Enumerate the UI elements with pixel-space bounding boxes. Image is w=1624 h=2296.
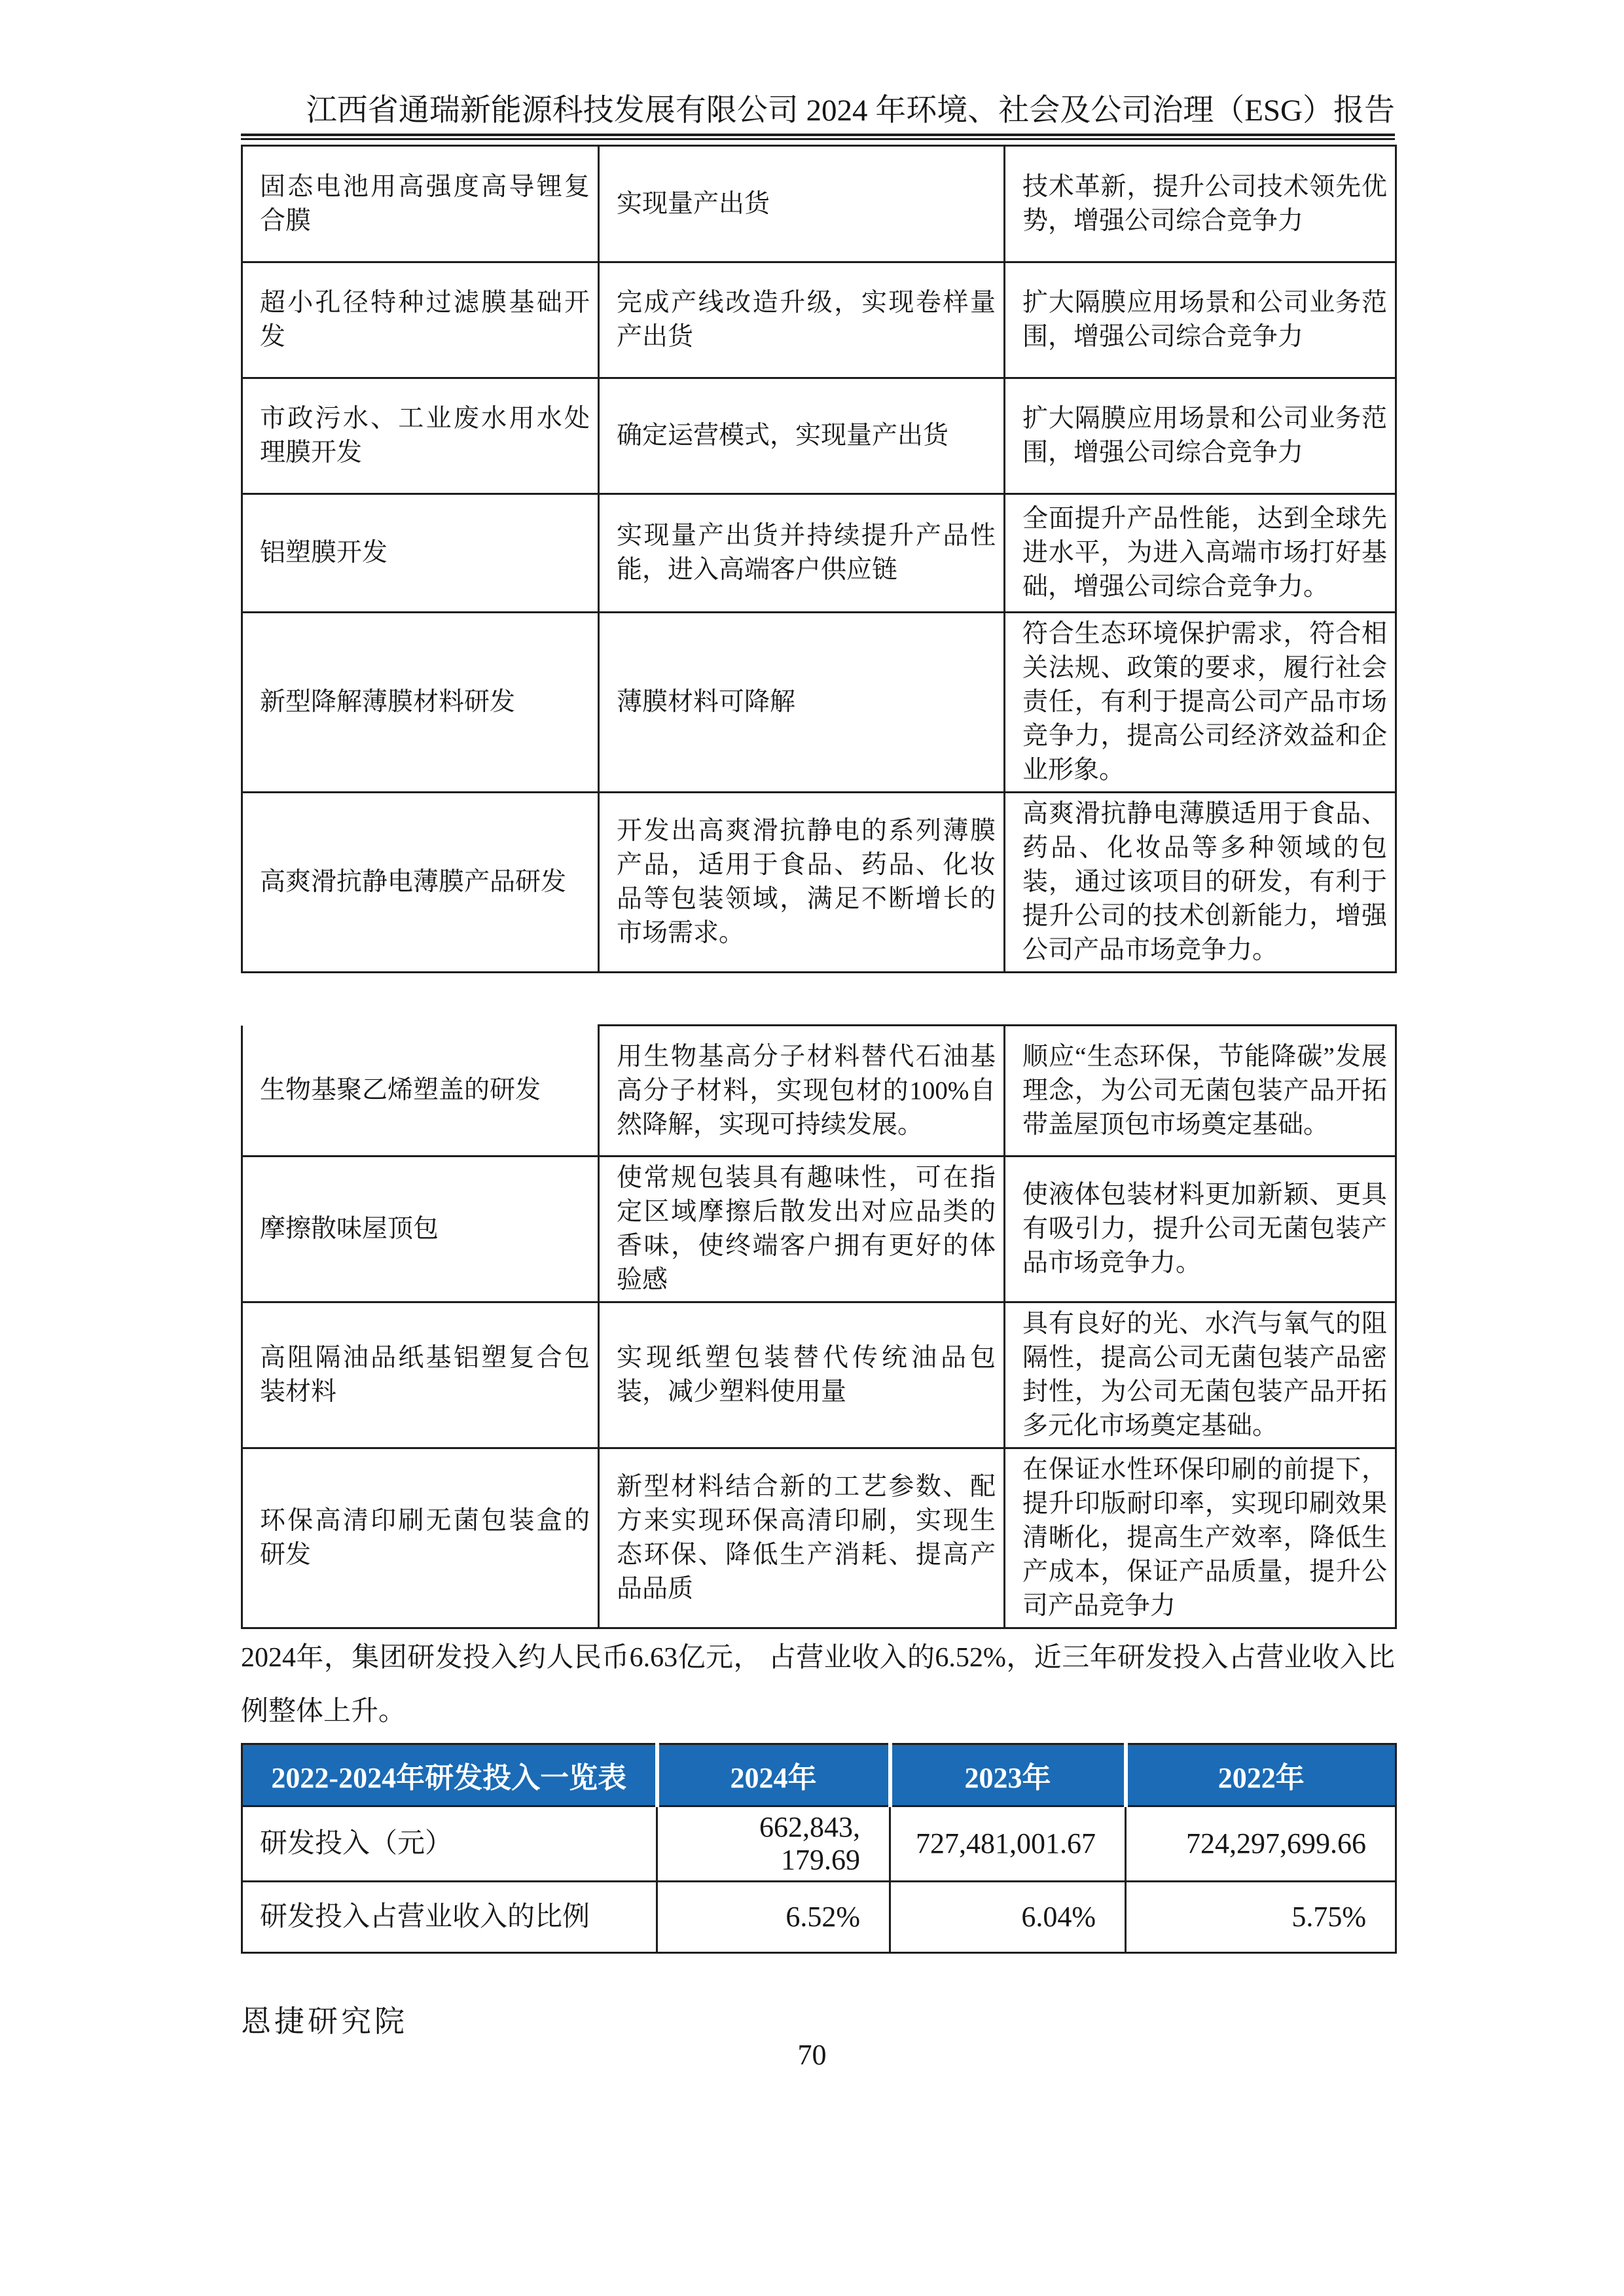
table-row — [242, 1882, 1396, 1953]
value-cell: 724,297,699.66 — [1126, 1806, 1396, 1882]
table-row — [242, 146, 1396, 262]
table-header-row — [242, 1744, 1396, 1806]
significance-cell: 在保证水性环保印刷的前提下，提升印版耐印率，实现印刷效果清晰化，提高生产效率，降低生产成本，保证产品质量，提升公司产品竞争力 — [1005, 1448, 1396, 1628]
milestone-cell: 完成产线改造升级，实现卷样量产出货 — [599, 262, 1005, 378]
project-name-cell: 高阻隔油品纸基铝塑复合包装材料 — [242, 1302, 599, 1448]
milestone-cell: 确定运营模式，实现量产出货 — [599, 378, 1005, 494]
milestone-cell: 使常规包装具有趣味性，可在指定区域摩擦后散发出对应品类的香味，使终端客户拥有更好的体验感 — [599, 1157, 1005, 1302]
table-row — [242, 378, 1396, 494]
significance-cell: 使液体包装材料更加新颖、更具有吸引力，提升公司无菌包装产品市场竞争力。 — [1005, 1157, 1396, 1302]
rd-investment-table — [241, 1743, 1397, 1954]
year-header-2022: 2022年 — [1126, 1744, 1396, 1806]
project-name-cell: 生物基聚乙烯塑盖的研发 — [242, 1026, 599, 1157]
project-name-cell: 固态电池用高强度高导锂复合膜 — [242, 146, 599, 262]
rd-investment-paragraph: 2024年，集团研发投入约人民币6.63亿元， 占营业收入的6.52%，近三年研发投入占营业收入比例整体上升。 — [241, 1643, 1395, 1727]
row-label-cell: 研发投入占营业收入的比例 — [242, 1882, 657, 1953]
significance-cell: 顺应“生态环保，节能降碳”发展理念，为公司无菌包装产品开拓带盖屋顶包市场奠定基础。 — [1005, 1026, 1396, 1157]
project-name-cell: 超小孔径特种过滤膜基础开发 — [242, 262, 599, 378]
table-row — [242, 1157, 1396, 1302]
milestone-cell: 实现纸塑包装替代传统油品包装，减少塑料使用量 — [599, 1302, 1005, 1448]
project-name-cell: 环保高清印刷无菌包装盒的研发 — [242, 1448, 599, 1628]
value-cell: 6.04% — [890, 1882, 1126, 1953]
project-name-cell: 高爽滑抗静电薄膜产品研发 — [242, 793, 599, 973]
milestone-cell: 薄膜材料可降解 — [599, 613, 1005, 793]
rd-projects-table-bottom — [241, 1024, 1397, 1629]
header-double-rule — [241, 134, 1395, 140]
project-name-cell: 摩擦散味屋顶包 — [242, 1157, 599, 1302]
page-header-title: 江西省通瑞新能源科技发展有限公司 2024 年环境、社会及公司治理（ESG）报告 — [306, 94, 1395, 128]
project-name-cell: 铝塑膜开发 — [242, 494, 599, 613]
table-row — [242, 793, 1396, 973]
project-name-cell: 市政污水、工业废水用水处理膜开发 — [242, 378, 599, 494]
value-cell: 662,843, 179.69 — [657, 1806, 890, 1882]
year-header-2023: 2023年 — [890, 1744, 1126, 1806]
significance-cell: 扩大隔膜应用场景和公司业务范围，增强公司综合竞争力 — [1005, 262, 1396, 378]
value-cell: 5.75% — [1126, 1882, 1396, 1953]
milestone-cell: 用生物基高分子材料替代石油基高分子材料，实现包材的100%自然降解，实现可持续发展。 — [599, 1026, 1005, 1157]
rd-projects-table-top — [241, 145, 1397, 973]
milestone-cell: 开发出高爽滑抗静电的系列薄膜产品，适用于食品、药品、化妆品等包装领域，满足不断增长的市场需求。 — [599, 793, 1005, 973]
table-row — [242, 613, 1396, 793]
footer-organization: 恩捷研究院 — [241, 2005, 408, 2038]
page-number: 70 — [797, 2039, 827, 2071]
table-row — [242, 1806, 1396, 1882]
value-cell: 727,481,001.67 — [890, 1806, 1126, 1882]
table-row — [242, 1026, 1396, 1157]
table-row — [242, 262, 1396, 378]
investment-table-title: 2022-2024年研发投入一览表 — [242, 1744, 657, 1806]
milestone-cell: 新型材料结合新的工艺参数、配方来实现环保高清印刷，实现生态环保、降低生产消耗、提高产品品质 — [599, 1448, 1005, 1628]
value-cell: 6.52% — [657, 1882, 890, 1953]
significance-cell: 高爽滑抗静电薄膜适用于食品、药品、化妆品等多种领域的包装，通过该项目的研发，有利于提升公司的技术创新能力，增强公司产品市场竞争力。 — [1005, 793, 1396, 973]
table-row — [242, 494, 1396, 613]
project-name-cell: 新型降解薄膜材料研发 — [242, 613, 599, 793]
table-row — [242, 1302, 1396, 1448]
milestone-cell: 实现量产出货 — [599, 146, 1005, 262]
significance-cell: 具有良好的光、水汽与氧气的阻隔性，提高公司无菌包装产品密封性，为公司无菌包装产品开拓多元化市场奠定基础。 — [1005, 1302, 1396, 1448]
row-label-cell: 研发投入（元） — [242, 1806, 657, 1882]
table-row — [242, 1448, 1396, 1628]
significance-cell: 技术革新，提升公司技术领先优势，增强公司综合竞争力 — [1005, 146, 1396, 262]
milestone-cell: 实现量产出货并持续提升产品性能，进入高端客户供应链 — [599, 494, 1005, 613]
year-header-2024: 2024年 — [657, 1744, 890, 1806]
significance-cell: 符合生态环境保护需求，符合相关法规、政策的要求，履行社会责任，有利于提高公司产品市场竞争力，提高公司经济效益和企业形象。 — [1005, 613, 1396, 793]
significance-cell: 全面提升产品性能，达到全球先进水平，为进入高端市场打好基础，增强公司综合竞争力。 — [1005, 494, 1396, 613]
significance-cell: 扩大隔膜应用场景和公司业务范围，增强公司综合竞争力 — [1005, 378, 1396, 494]
